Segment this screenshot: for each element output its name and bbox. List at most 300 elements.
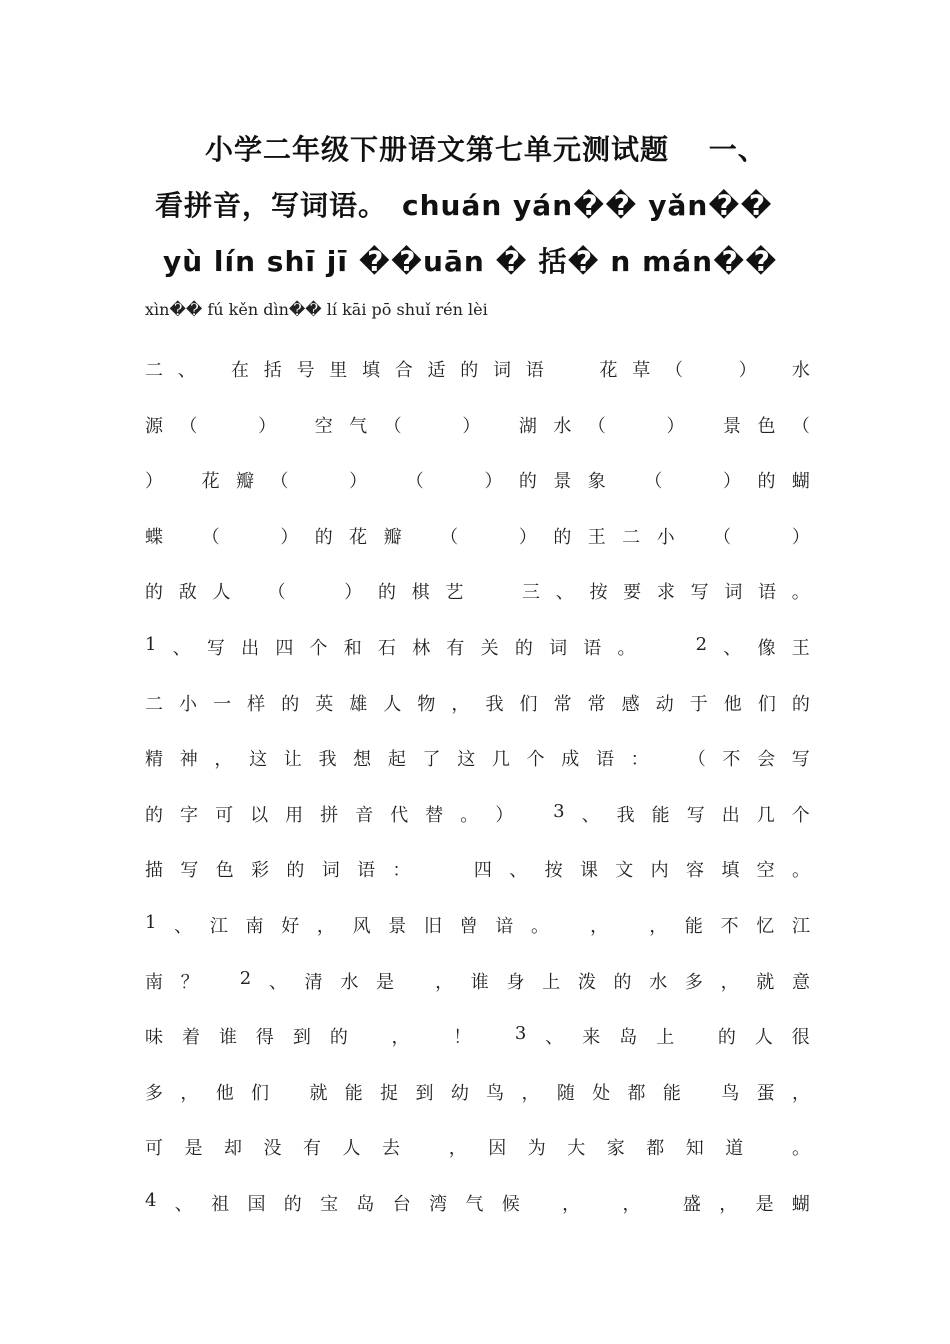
body-char: 小	[656, 526, 675, 548]
body-char: 身	[506, 971, 525, 993]
body-char: 气	[349, 415, 368, 437]
body-char: 花	[349, 526, 368, 548]
body-char	[418, 523, 424, 549]
body-char: 湖	[518, 415, 537, 437]
body-char: 水	[553, 415, 572, 437]
body-char: ，	[448, 1138, 467, 1160]
body-char: ，	[391, 1027, 410, 1049]
body-char: 人	[754, 1027, 773, 1049]
body-char: ，	[180, 1082, 199, 1104]
body-char: 、	[509, 860, 528, 882]
body-char: 象	[587, 471, 606, 493]
body-line	[145, 1023, 810, 1049]
body-char: ，	[521, 1082, 540, 1104]
body-char: ，	[451, 693, 470, 715]
body-char: 个	[791, 804, 810, 826]
body-char	[558, 356, 564, 382]
body-char: 都	[627, 1082, 646, 1104]
body-char: 起	[387, 749, 406, 771]
body-char: 语	[583, 638, 602, 659]
body-char: 道	[725, 1138, 744, 1160]
body-char: 的	[283, 1194, 302, 1215]
body-char: 写	[791, 749, 810, 771]
body-char	[701, 467, 707, 493]
body-char: 二	[145, 693, 163, 715]
body-char	[236, 523, 242, 549]
body-char: ）	[495, 804, 514, 826]
body-char: 家	[606, 1138, 625, 1160]
body-char: 景	[388, 916, 407, 937]
body-char: 四	[473, 860, 492, 882]
body-char: 词	[724, 582, 743, 604]
body-char: 替	[425, 804, 444, 826]
body-char: （	[687, 749, 706, 771]
body-char: 上	[542, 971, 561, 993]
body-char: 语	[525, 360, 544, 381]
body-char	[579, 356, 585, 382]
body-char: 意	[791, 971, 810, 993]
body-char: （	[664, 360, 683, 381]
body-char: 在	[230, 360, 249, 381]
body-char	[691, 523, 697, 549]
body-char: 英	[315, 693, 334, 715]
body-char: 填	[721, 860, 740, 882]
body-char	[674, 634, 680, 660]
body-char: ！	[453, 1027, 472, 1049]
body-char: 和	[343, 638, 362, 659]
body-char: （	[440, 526, 459, 548]
body-char: 色	[215, 860, 234, 882]
body-char: 语	[357, 860, 376, 882]
body-char	[652, 634, 658, 660]
body-char: 盛	[682, 1194, 701, 1215]
body-char: 4	[145, 1190, 157, 1211]
body-char	[626, 912, 632, 938]
body-char: 南	[245, 916, 264, 937]
body-char: 就	[309, 1082, 328, 1104]
body-char	[246, 578, 252, 604]
body-char: 候	[501, 1194, 520, 1215]
body-char: 忆	[756, 916, 775, 937]
body-char: 描	[145, 860, 163, 882]
body-char: 要	[623, 582, 642, 604]
body-char: 他	[723, 693, 742, 715]
body-char: 以	[250, 804, 269, 826]
body-char: ）	[344, 582, 363, 604]
body-char: 的	[553, 526, 572, 548]
body-char: 二	[622, 526, 641, 548]
body-char: 3	[553, 800, 565, 822]
body-char: 多	[145, 1082, 163, 1104]
body-char	[323, 578, 329, 604]
body-char: 求	[656, 582, 675, 604]
body-line	[145, 467, 810, 493]
body-char: 们	[251, 1082, 270, 1104]
body-char: 的	[791, 693, 810, 715]
body-char: ，	[316, 916, 335, 937]
body-char: ）	[738, 360, 757, 381]
body-char: 词	[549, 638, 568, 659]
body-char: 到	[292, 1027, 311, 1049]
body-char: 的	[286, 860, 305, 882]
body-char	[216, 968, 222, 994]
body-char: 南	[145, 971, 163, 993]
body-char: 、	[723, 638, 742, 659]
body-char: 我	[616, 804, 635, 826]
body-char: 适	[427, 360, 446, 381]
body-char: 我	[485, 693, 504, 715]
body-char: 风	[352, 916, 371, 937]
body-char: 音	[355, 804, 374, 826]
body-char	[530, 801, 536, 827]
body-char: （	[179, 415, 198, 437]
body-char: 幼	[450, 1082, 469, 1104]
body-char: （	[270, 471, 289, 493]
body-char: ）	[791, 526, 810, 548]
body-char	[286, 1079, 292, 1105]
body-char: 岛	[356, 1194, 375, 1215]
body-char: ）	[484, 471, 503, 493]
title-line-1: 小学二年级下册语文第七单元测试题 一、	[205, 133, 767, 166]
body-char: 物	[417, 693, 436, 715]
body-char: 国	[247, 1194, 266, 1215]
body-char: 的	[518, 471, 537, 493]
body-char: 文	[615, 860, 634, 882]
body-char: 1	[145, 912, 157, 933]
body-char: 岛	[619, 1027, 638, 1049]
body-char: ？	[180, 971, 199, 993]
body-char: 水	[340, 971, 359, 993]
body-char	[644, 412, 650, 438]
body-char: 的	[460, 360, 479, 381]
body-char: （	[405, 471, 424, 493]
body-char	[479, 578, 485, 604]
body-char: 人	[383, 693, 402, 715]
body-char: 让	[283, 749, 302, 771]
body-char	[422, 1134, 428, 1160]
body-char: 成	[561, 749, 580, 771]
body-char: 源	[145, 415, 163, 437]
body-char	[384, 467, 390, 493]
body-char: 可	[215, 804, 234, 826]
body-char	[211, 356, 217, 382]
body-char	[718, 356, 724, 382]
body-line	[145, 745, 810, 771]
body-char: 一	[213, 693, 232, 715]
body-char: （	[713, 526, 732, 548]
body-char: 这	[457, 749, 476, 771]
body-char: 能	[651, 804, 670, 826]
body-char: ）	[145, 471, 163, 493]
body-char: 像	[757, 638, 776, 659]
body-char	[770, 523, 776, 549]
body-char: 、	[555, 582, 574, 604]
body-char: 人	[342, 1138, 361, 1160]
body-char	[771, 356, 777, 382]
body-char: 写	[206, 638, 225, 659]
body-char: ）	[280, 526, 299, 548]
body-char: 写	[690, 582, 709, 604]
body-char	[665, 745, 671, 771]
title-line-3: yù lín shī jī ��uān � 括� n mán��	[163, 245, 778, 278]
body-char	[538, 1190, 544, 1216]
body-char: 3	[514, 1023, 527, 1045]
body-char: 感	[621, 693, 640, 715]
body-char: 的	[329, 1027, 348, 1049]
body-char: ）	[666, 415, 685, 437]
body-char: 可	[145, 1138, 163, 1160]
body-char: 四	[275, 638, 294, 659]
body-char: 想	[353, 749, 372, 771]
body-char: 精	[145, 749, 163, 771]
body-char: 语	[595, 749, 614, 771]
body-char: ：	[630, 749, 649, 771]
body-char: 花	[201, 471, 220, 493]
body-char	[462, 467, 468, 493]
body-char: 常	[587, 693, 606, 715]
body-char: 我	[318, 749, 337, 771]
body-char: 写	[180, 860, 199, 882]
body-char	[701, 412, 707, 438]
body-char: ，	[649, 916, 668, 937]
body-char: ，	[590, 916, 609, 937]
body-char: 样	[247, 693, 266, 715]
body-char: 的	[613, 971, 632, 993]
body-char: 这	[249, 749, 268, 771]
body-char	[698, 356, 704, 382]
body-char: 。	[531, 916, 550, 937]
body-char: 草	[632, 360, 651, 381]
body-char: 气	[465, 1194, 484, 1215]
body-char	[236, 412, 242, 438]
body-line	[145, 634, 810, 660]
body-char: 是	[184, 1138, 203, 1160]
body-char	[428, 1023, 434, 1049]
body-char: 雄	[349, 693, 368, 715]
body-char: 的	[514, 638, 533, 659]
body-char: 鸟	[486, 1082, 505, 1104]
body-char: 于	[689, 693, 708, 715]
body-char: 、	[545, 1027, 564, 1049]
body-char: 祖	[211, 1194, 230, 1215]
body-char	[598, 1190, 604, 1216]
body-char: （	[383, 415, 402, 437]
body-char: 。	[460, 804, 479, 826]
body-char: 江	[791, 916, 810, 937]
body-char: 字	[180, 804, 199, 826]
body-char: 不	[722, 749, 741, 771]
body-char: 写	[686, 804, 705, 826]
body-char: 上	[656, 1027, 675, 1049]
body-char: 几	[491, 749, 510, 771]
body-char	[490, 1023, 496, 1049]
body-char: （	[791, 415, 810, 437]
body-char: 去	[382, 1138, 400, 1160]
body-char: 的	[314, 526, 333, 548]
body-char: 词	[492, 360, 511, 381]
body-char: 谁	[470, 971, 489, 993]
body-char: 有	[446, 638, 465, 659]
body-char: 、	[177, 360, 196, 381]
body-char: ，	[562, 1194, 581, 1215]
body-char: 为	[527, 1138, 546, 1160]
body-char: 了	[422, 749, 441, 771]
body-char: 石	[377, 638, 396, 659]
body-char: 味	[145, 1027, 163, 1049]
body-char: 代	[390, 804, 409, 826]
body-char: 台	[392, 1194, 411, 1215]
body-char: 的	[717, 1027, 736, 1049]
body-line	[145, 690, 810, 716]
body-char: 词	[321, 860, 340, 882]
body-char	[440, 412, 446, 438]
body-char: 曾	[459, 916, 478, 937]
body-char: 瓣	[383, 526, 402, 548]
body-char: 个	[526, 749, 545, 771]
body-line	[145, 1190, 810, 1216]
body-char: （	[267, 582, 286, 604]
body-char: 都	[646, 1138, 665, 1160]
body-char: 的	[757, 471, 776, 493]
body-char: 捉	[380, 1082, 399, 1104]
body-char: 出	[241, 638, 260, 659]
body-char: 。	[792, 860, 810, 882]
body-char: （	[587, 415, 606, 437]
body-char: （	[201, 526, 220, 548]
body-char	[497, 412, 503, 438]
body-char: 林	[412, 638, 431, 659]
body-char	[301, 578, 307, 604]
body-char: 没	[263, 1138, 282, 1160]
body-char: 谁	[218, 1027, 237, 1049]
body-char: 景	[553, 471, 572, 493]
body-char	[367, 1023, 373, 1049]
body-line	[145, 856, 810, 882]
body-char: 出	[721, 804, 740, 826]
body-char: 是	[755, 1194, 774, 1215]
body-char: 花	[599, 360, 618, 381]
body-char	[698, 1079, 704, 1105]
body-char: 、	[174, 1194, 193, 1215]
body-char: 能	[684, 916, 703, 937]
body-char: ）	[723, 471, 742, 493]
body-char: 按	[544, 860, 563, 882]
body-char: ，	[720, 971, 739, 993]
body-char: 会	[757, 749, 776, 771]
body-char: 知	[685, 1138, 704, 1160]
body-char: 合	[394, 360, 413, 381]
body-char: 2	[239, 967, 252, 989]
body-char: 能	[344, 1082, 363, 1104]
body-char: 就	[756, 971, 775, 993]
body-char	[622, 412, 628, 438]
body-char: 人	[212, 582, 231, 604]
body-char	[567, 912, 573, 938]
body-char: ）	[462, 415, 481, 437]
body-char: 的	[145, 804, 163, 826]
body-char	[748, 523, 754, 549]
body-char: 、	[581, 804, 600, 826]
body-char	[428, 856, 434, 882]
body-char	[659, 1190, 665, 1216]
body-char	[451, 856, 457, 882]
body-char: 用	[285, 804, 304, 826]
body-char: 蛋	[756, 1082, 775, 1104]
body-char: 常	[553, 693, 572, 715]
body-char: 、	[174, 916, 193, 937]
body-char: 瓣	[236, 471, 254, 493]
body-char: 拼	[320, 804, 339, 826]
body-char: 敌	[178, 582, 197, 604]
body-char: 的	[281, 693, 300, 715]
body-char: 艺	[445, 582, 464, 604]
body-char: ，	[622, 1194, 641, 1215]
body-char: ）	[258, 415, 277, 437]
body-char: 泼	[577, 971, 596, 993]
body-char: 随	[556, 1082, 575, 1104]
body-char: 景	[723, 415, 742, 437]
body-char: ）	[518, 526, 537, 548]
body-char: 1	[145, 634, 157, 655]
body-char: ：	[392, 860, 411, 882]
body-char	[305, 467, 311, 493]
body-char: 里	[329, 360, 348, 381]
body-char	[179, 523, 185, 549]
body-char: 王	[791, 638, 810, 659]
body-char: 谙	[495, 916, 514, 937]
body-char	[693, 1023, 699, 1049]
body-char: 三	[522, 582, 541, 604]
body-char	[293, 412, 299, 438]
body-char: 容	[685, 860, 704, 882]
body-char: 是	[376, 971, 394, 993]
body-char: 内	[650, 860, 669, 882]
pinyin-line: xìn�� fú kěn dìn�� lí kāi pō shuǐ rén lèi	[145, 300, 488, 319]
body-char: ，	[214, 749, 233, 771]
body-char: 他	[215, 1082, 234, 1104]
body-char: 来	[582, 1027, 601, 1049]
body-line	[145, 1134, 810, 1160]
body-char: 鸟	[721, 1082, 740, 1104]
body-char: 神	[179, 749, 198, 771]
body-line	[145, 412, 810, 438]
body-char: 大	[567, 1138, 586, 1160]
body-line	[145, 356, 810, 382]
body-char: 按	[589, 582, 608, 604]
body-char: 因	[488, 1138, 507, 1160]
body-line	[145, 523, 810, 549]
body-char: 空	[314, 415, 333, 437]
body-char	[679, 467, 685, 493]
body-char: 王	[587, 526, 606, 548]
body-char: 色	[757, 415, 776, 437]
body-char: 小	[179, 693, 198, 715]
body-char: 的	[145, 582, 163, 604]
body-char	[418, 412, 424, 438]
body-char	[258, 523, 264, 549]
body-char: 蝶	[145, 526, 163, 548]
body-char: 旧	[423, 916, 442, 937]
body-char: ，	[719, 1194, 738, 1215]
body-line	[145, 801, 810, 827]
body-char: ，	[435, 971, 454, 993]
body-line	[145, 578, 810, 604]
body-line	[145, 968, 810, 994]
body-char: 括	[263, 360, 282, 381]
body-char: 蝴	[791, 471, 810, 493]
body-char: 宝	[320, 1194, 339, 1215]
body-char: 填	[361, 360, 380, 381]
